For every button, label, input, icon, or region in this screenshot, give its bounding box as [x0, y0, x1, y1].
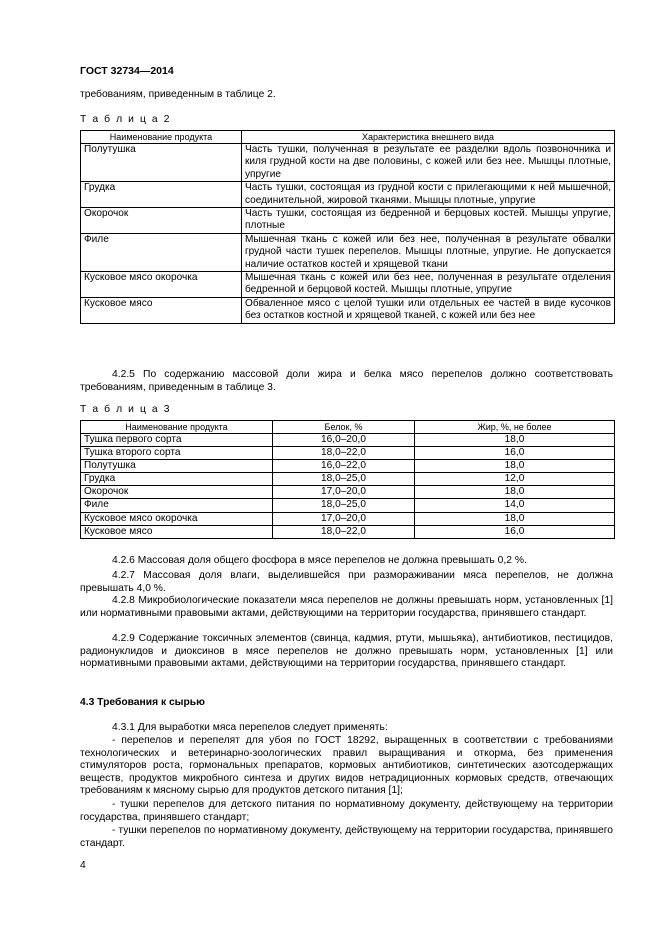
table-row: [81, 486, 615, 499]
table3-product-cell: Кусковое мясо: [81, 525, 273, 538]
table3-protein-cell: 17,0–20,0: [273, 486, 415, 499]
table2-caption: Т а б л и ц а 2: [80, 114, 172, 125]
table2-description-cell: Мышечная ткань с кожей или без нее, полученная в результате обвалки грудной части тушек перепелов. Мышцы плотные, упругие. Не допускается наличие остатков костей и хрящевой ткани: [242, 233, 615, 271]
table-row: [81, 512, 615, 525]
table3-protein-cell: 16,0–22,0: [273, 460, 415, 473]
paragraph-4-2-9: 4.2.9 Содержание токсичных элементов (свинца, кадмия, ртути, мышьяка), антибиотиков, пестицидов, радионуклидов и диоксинов в мясе перепелов не должно превышать норм, установленных [1] или нормативными правовыми актами, действующими на территории государства, принявшего стандарт.: [80, 633, 613, 669]
bullet-item-3: - тушки перепелов по нормативному документу, действующему на территории государства, принявшего стандарт.: [80, 825, 613, 849]
paragraph-4-2-5: 4.2.5 По содержанию массовой доли жира и белка мясо перепелов должно соответствовать требованиям, приведенным в таблице 3.: [80, 369, 613, 393]
table3-fat-cell: 14,0: [415, 499, 615, 512]
document-header: ГОСТ 32734—2014: [80, 65, 174, 77]
table3-protein-cell: 18,0–22,0: [273, 447, 415, 460]
intro-paragraph: требованиям, приведенным в таблице 2.: [80, 89, 276, 100]
table3-product-cell: Грудка: [81, 473, 273, 486]
paragraph-4-3-1: 4.3.1 Для выработки мяса перепелов следует применять:: [112, 722, 388, 733]
table2-product-cell: Полутушка: [81, 144, 242, 182]
table3-protein-cell: 17,0–20,0: [273, 512, 415, 525]
table2-product-cell: Окорочок: [81, 208, 242, 234]
table2-product-cell: Кусковое мясо окорочка: [81, 272, 242, 298]
page-number: 4: [80, 860, 86, 871]
table2-header-cell: Наименование продукта: [81, 131, 242, 144]
paragraph-4-2-6: 4.2.6 Массовая доля общего фосфора в мясе перепелов не должна превышать 0,2 %.: [112, 555, 527, 566]
table2-product-cell: Кусковое мясо: [81, 297, 242, 323]
table3-fat-cell: 18,0: [415, 460, 615, 473]
table-row: [81, 182, 615, 208]
table3-product-cell: Кусковое мясо окорочка: [81, 512, 273, 525]
table3-protein-cell: 18,0–25,0: [273, 473, 415, 486]
table3-fat-cell: 18,0: [415, 434, 615, 447]
table-row: [81, 297, 615, 323]
table2: [80, 130, 615, 324]
bullet-item-1: - перепелов и перепелят для убоя по ГОСТ 18292, выращенных в соответствии с требованиями технологических и ветеринарно-зоологических правил выращивания и откорма, без применения стимуляторов роста, гормональных препаратов, кормовых антибиотиков, синтетических азотсодержащих веществ, продуктов микробного синтеза и других видов нетрадиционных кормовых средств, отвечающих требованиям к мясному сырью для продуктов детского питания [1];: [80, 735, 613, 796]
table-row: [81, 499, 615, 512]
table-row: [81, 473, 615, 486]
table3-protein-cell: 18,0–25,0: [273, 499, 415, 512]
table2-product-cell: Филе: [81, 233, 242, 271]
table-row: [81, 233, 615, 271]
table-row: [81, 144, 615, 182]
table-row: [81, 208, 615, 234]
table2-description-cell: Часть тушки, состоящая из грудной кости с прилегающими к ней мышечной, соединительной, жировой тканями. Мышцы плотные, упругие: [242, 182, 615, 208]
table2-description-cell: Часть тушки, полученная в результате ее разделки вдоль позвоночника и киля грудной кости на две половины, с кожей или без нее. Мышцы плотные, упругие: [242, 144, 615, 182]
table2-product-cell: Грудка: [81, 182, 242, 208]
bullet-item-2: - тушки перепелов для детского питания по нормативному документу, действующему на территории государства, принявшего стандарт;: [80, 799, 613, 823]
table3-fat-cell: 12,0: [415, 473, 615, 486]
table2-description-cell: Часть тушки, состоящая из бедренной и берцовых костей. Мышцы упругие, плотные: [242, 208, 615, 234]
table2-header-row: [81, 131, 615, 144]
table-row: [81, 272, 615, 298]
table3-protein-cell: 16,0–20,0: [273, 434, 415, 447]
table2-description-cell: Обваленное мясо с целой тушки или отдельных ее частей в виде кусочков без остатков костной и хрящевой тканей, с кожей или без нее: [242, 297, 615, 323]
paragraph-4-2-7: 4.2.7 Массовая доля влаги, выделившейся при размораживании мяса перепелов, не должна превышать 4,0 %.: [80, 570, 613, 594]
table2-header-cell: Характеристика внешнего вида: [242, 131, 615, 144]
table3-header-cell: Белок, %: [273, 421, 415, 434]
paragraph-4-2-8: 4.2.8 Микробиологические показатели мяса перепелов не должны превышать норм, установленных [1] или нормативными правовыми актами, действующими на территории государства, принявшего стандарт.: [80, 595, 613, 619]
table3-product-cell: Тушка первого сорта: [81, 434, 273, 447]
section-4-3-heading: 4.3 Требования к сырью: [80, 697, 205, 708]
table3-product-cell: Филе: [81, 499, 273, 512]
table3-protein-cell: 18,0–22,0: [273, 525, 415, 538]
table-row: [81, 460, 615, 473]
table3-product-cell: Полутушка: [81, 460, 273, 473]
table3-header-cell: Жир, %, не более: [415, 421, 615, 434]
table3-product-cell: Тушка второго сорта: [81, 447, 273, 460]
table3-product-cell: Окорочок: [81, 486, 273, 499]
table3-caption: Т а б л и ц а 3: [80, 404, 172, 415]
table-row: [81, 525, 615, 538]
table3-fat-cell: 16,0: [415, 525, 615, 538]
table3-header-row: [81, 421, 615, 434]
table-row: [81, 447, 615, 460]
table3-fat-cell: 18,0: [415, 512, 615, 525]
table-row: [81, 434, 615, 447]
table3-header-cell: Наименование продукта: [81, 421, 273, 434]
table2-description-cell: Мышечная ткань с кожей или без нее, полученная в результате отделения бедренной и берцовой костей. Мышцы плотные, упругие: [242, 272, 615, 298]
table3-fat-cell: 18,0: [415, 486, 615, 499]
table3: [80, 420, 615, 539]
table3-fat-cell: 16,0: [415, 447, 615, 460]
